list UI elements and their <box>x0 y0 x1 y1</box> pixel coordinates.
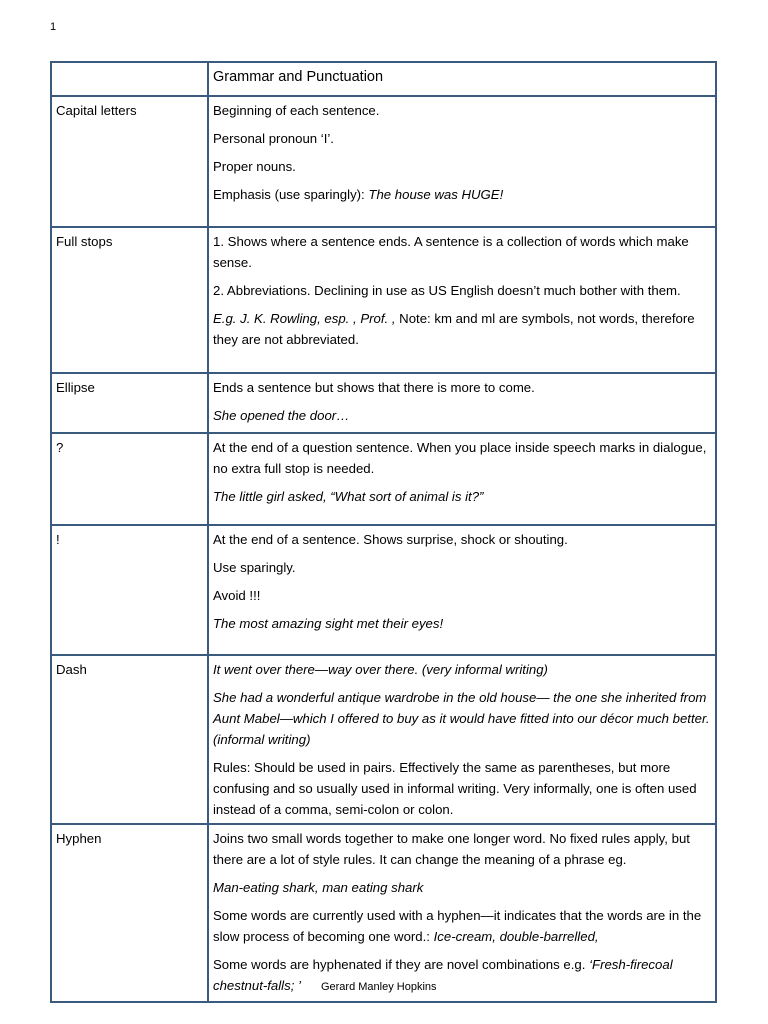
example-line: She had a wonderful antique wardrobe in the old house— the one she inherited from Aunt Mabel—which I offered to buy as it would have fitted into our décor much better. (informal writing) <box>213 690 710 747</box>
description-line: At the end of a question sentence. When you place inside speech marks in dialogue, no extra full stop is needed. <box>213 440 707 476</box>
description-line: Proper nouns. <box>213 159 296 174</box>
description-cell <box>208 525 716 655</box>
table-row <box>51 227 716 373</box>
citation-author: Gerard Manley Hopkins <box>320 981 437 993</box>
description-cell <box>208 227 716 373</box>
description-line: E.g. J. K. Rowling, esp. , Prof. , Note: km and ml are symbols, not words, therefore they are not abbreviated. <box>213 311 695 347</box>
description-line: Beginning of each sentence. <box>213 103 380 118</box>
term-dash: Dash <box>51 655 208 824</box>
term-capital-letters: Capital letters <box>51 96 208 227</box>
description-cell <box>208 96 716 227</box>
description-line: At the end of a sentence. Shows surprise, shock or shouting. <box>213 532 568 547</box>
table-row <box>51 96 716 227</box>
example-line: The most amazing sight met their eyes! <box>213 616 444 631</box>
description-cell <box>208 824 716 1002</box>
table-header-row <box>51 62 716 96</box>
header-empty-cell <box>51 62 208 96</box>
description-cell <box>208 655 716 824</box>
description-line: Some words are currently used with a hyphen—it indicates that the words are in the slow process of becoming one word.: Ice-cream, double-barrelled, <box>213 908 702 944</box>
description-cell <box>208 373 716 433</box>
term-hyphen: Hyphen <box>51 824 208 1002</box>
table-row <box>51 433 716 525</box>
example-line: Man-eating shark, man eating shark <box>213 880 424 895</box>
table-row <box>51 373 716 433</box>
description-line: Ends a sentence but shows that there is more to come. <box>213 380 535 395</box>
example-line: She opened the door… <box>213 408 350 423</box>
description-cell <box>208 433 716 525</box>
page-number: 1 <box>50 21 57 33</box>
grammar-punctuation-table <box>50 61 717 1003</box>
description-line: Rules: Should be used in pairs. Effectively the same as parentheses, but more confusing and so usually used in informal writing. Very informally, one is often used instead of a comma, semi-colon or colon. <box>213 760 697 817</box>
description-line: 2. Abbreviations. Declining in use as US English doesn’t much bother with them. <box>213 283 681 298</box>
description-line: Emphasis (use sparingly): The house was HUGE! <box>213 187 504 202</box>
description-line: 1. Shows where a sentence ends. A sentence is a collection of words which make sense. <box>213 234 689 270</box>
description-line: Joins two small words together to make one longer word. No fixed rules apply, but there are a lot of style rules. It can change the meaning of a phrase eg. <box>213 831 690 867</box>
description-line: Use sparingly. <box>213 560 296 575</box>
term-full-stops: Full stops <box>51 227 208 373</box>
example-line: It went over there—way over there. (very informal writing) <box>213 662 548 677</box>
table-row <box>51 824 716 1002</box>
table-title: Grammar and Punctuation <box>208 62 716 96</box>
table-row <box>51 655 716 824</box>
description-line: Avoid !!! <box>213 588 261 603</box>
description-line: Personal pronoun ‘I’. <box>213 131 334 146</box>
description-line: Some words are hyphenated if they are novel combinations e.g. ‘Fresh-firecoal chestnut-falls; ’ Gerard Manley Hopkins <box>213 957 673 993</box>
term-exclamation-mark: ! <box>51 525 208 655</box>
term-ellipse: Ellipse <box>51 373 208 433</box>
example-line: The little girl asked, “What sort of animal is it?” <box>213 489 484 504</box>
term-question-mark: ? <box>51 433 208 525</box>
table-row <box>51 525 716 655</box>
